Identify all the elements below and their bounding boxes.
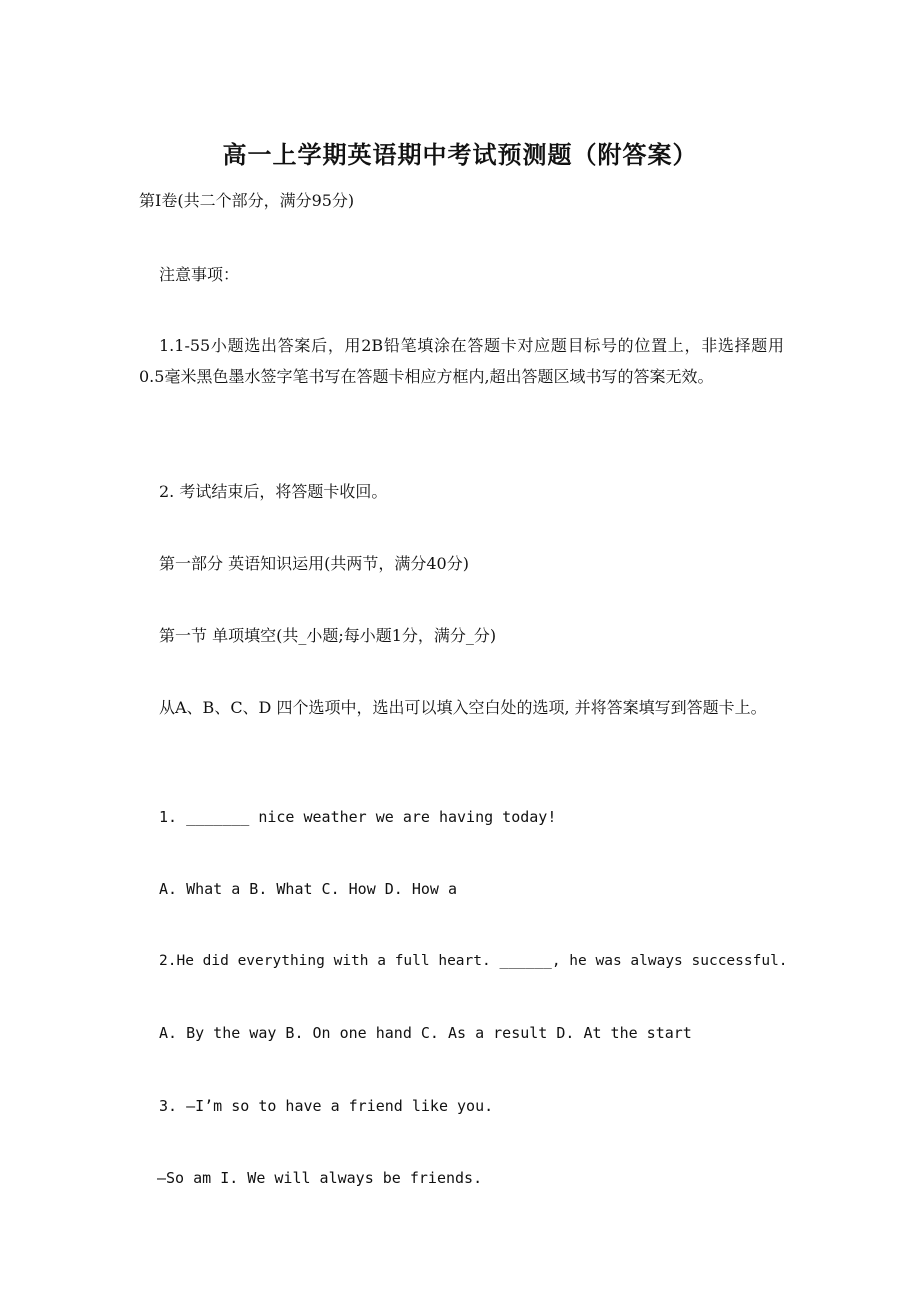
notice-item-2: 2. 考试结束后，将答题卡收回。 [159, 482, 388, 501]
question-3-reply: —So am I. We will always be friends. [157, 1169, 483, 1187]
section-header: 第Ⅰ卷(共二个部分，满分95分) [139, 191, 355, 210]
notice-heading: 注意事项： [159, 265, 240, 284]
notice-item-1: 1.1-55小题选出答案后，用2B铅笔填涂在答题卡对应题目标号的位置上，非选择题用0.5毫米黑色墨水签字笔书写在答题卡相应方框内,超出答题区域书写的答案无效。 [139, 336, 784, 386]
question-1-options: A. What a B. What C. How D. How a [159, 880, 458, 898]
section-one-heading: 第一节 单项填空(共_小题;每小题1分，满分_分) [159, 626, 497, 645]
document-title: 高一上学期英语期中考试预测题（附答案） [222, 140, 698, 169]
question-1: 1. _______ nice weather we are having today! [159, 808, 557, 826]
question-2: 2.He did everything with a full heart. ______, he was always successful. [159, 953, 788, 969]
question-2-options: A. By the way B. On one hand C. As a result D. At the start [159, 1024, 692, 1042]
instructions: 从A、B、C、D 四个选项中，选出可以填入空白处的选项, 并将答案填写到答题卡上。 [159, 698, 767, 717]
question-3: 3. —I’m so to have a friend like you. [159, 1097, 494, 1115]
part-one-heading: 第一部分 英语知识运用(共两节，满分40分) [159, 554, 469, 573]
